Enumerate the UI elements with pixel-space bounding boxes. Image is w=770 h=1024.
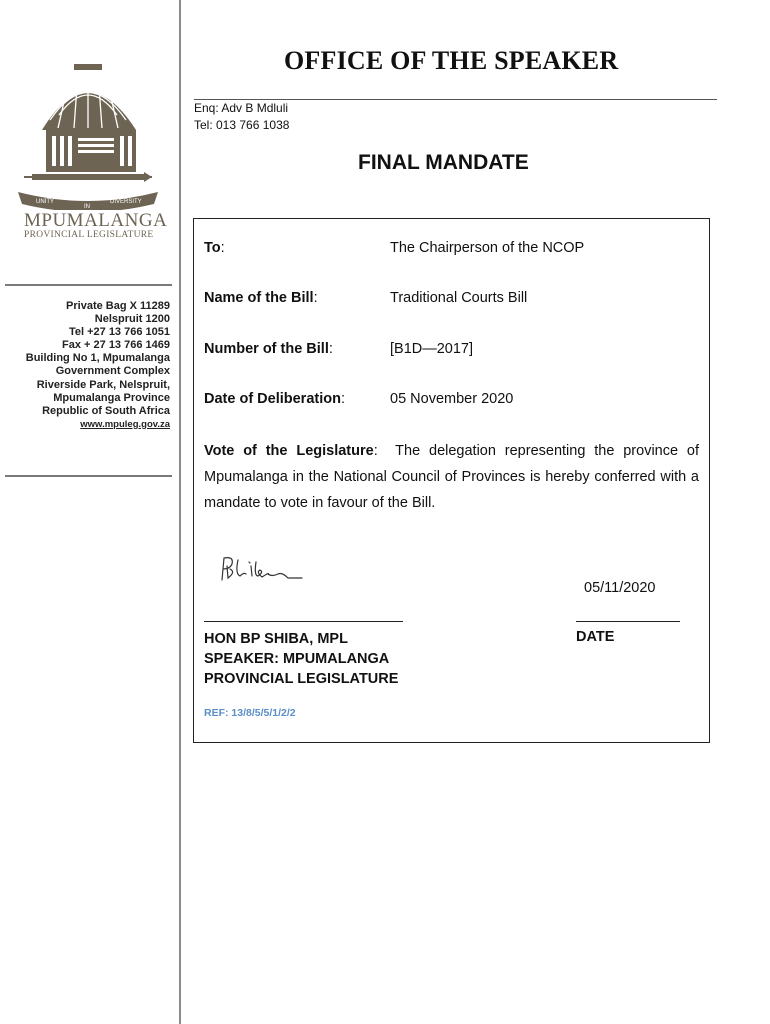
field-value-bill-number: [B1D—2017] bbox=[390, 341, 474, 357]
telephone-line: Tel: 013 766 1038 bbox=[194, 118, 290, 132]
signer-block bbox=[204, 629, 398, 689]
field-value-to: The Chairperson of the NCOP bbox=[390, 240, 585, 256]
contact-info bbox=[194, 100, 289, 134]
address-line: Tel +27 13 766 1051 bbox=[68, 326, 170, 339]
vote-paragraph: Vote of the Legislature: The delegation representing the province of Mpumalanga in the National Council of Provinces is hereby conferred with a mandate to vote in favour of the Bill. bbox=[204, 443, 699, 511]
postal-address bbox=[26, 300, 170, 431]
ribbon-word-in: IN bbox=[84, 204, 90, 210]
address-line: Riverside Park, Nelspruit, bbox=[36, 378, 170, 391]
logo-subtitle: PROVINCIAL LEGISLATURE bbox=[24, 230, 154, 240]
office-title: OFFICE OF THE SPEAKER bbox=[284, 46, 619, 75]
field-value-deliberation-date: 05 November 2020 bbox=[390, 391, 514, 407]
website-link[interactable]: www.mpuleg.gov.za bbox=[80, 418, 170, 430]
ribbon-word-diversity: DIVERSITY bbox=[110, 199, 142, 205]
vote-label: Vote of the Legislature bbox=[204, 443, 374, 459]
signature-line bbox=[204, 621, 403, 622]
field-label-deliberation-date: Date of Deliberation: bbox=[204, 391, 345, 407]
address-line: Nelspruit 1200 bbox=[94, 313, 170, 326]
handwritten-signature bbox=[218, 552, 308, 588]
signer-name: HON BP SHIBA, MPL bbox=[204, 631, 348, 647]
date-line bbox=[576, 621, 680, 622]
address-line: Private Bag X 11289 bbox=[66, 300, 170, 312]
date-label: DATE bbox=[576, 629, 615, 645]
field-label-to: To: bbox=[204, 240, 225, 256]
document-heading: FINAL MANDATE bbox=[358, 151, 529, 174]
left-divider-top bbox=[5, 284, 172, 286]
vertical-divider bbox=[179, 0, 181, 1024]
left-divider-bottom bbox=[5, 475, 172, 477]
address-line: Building No 1, Mpumalanga bbox=[25, 352, 170, 365]
reference-number: REF: 13/8/5/5/1/2/2 bbox=[204, 707, 296, 719]
legislature-logo bbox=[14, 60, 168, 240]
legislature-building-emblem bbox=[14, 60, 162, 210]
enquiries-line: Enq: Adv B Mdluli bbox=[194, 101, 289, 115]
field-value-bill-name: Traditional Courts Bill bbox=[390, 290, 528, 306]
field-label-bill-number: Number of the Bill: bbox=[204, 341, 333, 357]
address-line: Fax + 27 13 766 1469 bbox=[62, 339, 170, 352]
logo-name: MPUMALANGA bbox=[24, 210, 168, 231]
vote-text: The delegation representing the province of Mpumalanga in the National Council of Provinces is hereby conferred with a mandate to vote in favour of the Bill. bbox=[204, 443, 699, 511]
ribbon-word-unity: UNITY bbox=[36, 199, 54, 205]
address-line: Republic of South Africa bbox=[42, 404, 170, 417]
signer-title: SPEAKER: MPUMALANGA bbox=[204, 651, 390, 667]
address-line: Government Complex bbox=[55, 365, 170, 378]
address-line: Mpumalanga Province bbox=[53, 391, 170, 404]
signer-organisation: PROVINCIAL LEGISLATURE bbox=[204, 671, 399, 687]
field-label-bill-name: Name of the Bill: bbox=[204, 290, 318, 306]
signature-date: 05/11/2020 bbox=[584, 580, 656, 596]
